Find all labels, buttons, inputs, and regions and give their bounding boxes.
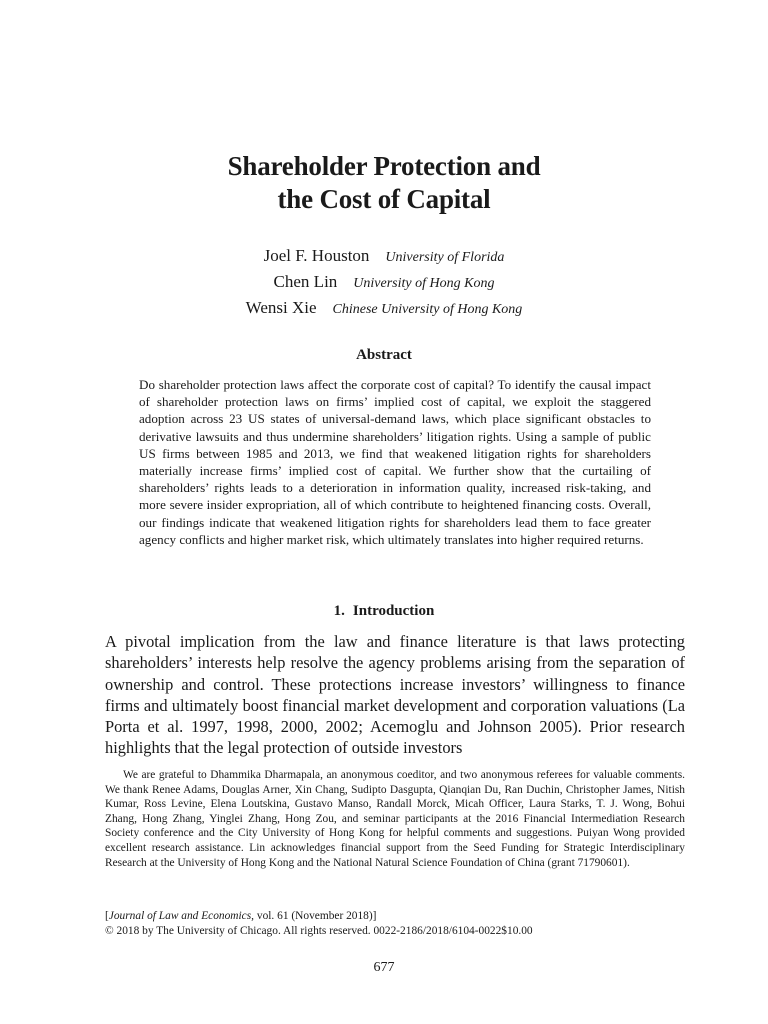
author-affiliation: University of Florida	[385, 250, 505, 265]
section-number: 1.	[333, 603, 345, 619]
citation-close-bracket: ]	[372, 910, 377, 922]
abstract-text: Do shareholder protection laws affect the corporate cost of capital? To identify the causal impact of shareholder protection laws on firms’ implied cost of capital, we exploit the staggered adoption across 23 US states of universal-demand laws, which place significant obstacles to derivative lawsuits and thus undermine shareholders’ litigation rights. Using a sample of public US firms between 1985 and 2013, we find that weakened litigation rights for shareholders materially increase firms’ implied cost of capital. We further show that the curtailing of shareholders’ rights leads to a deterioration in information quality, increased risk-taking, and more severe insider expropriation, all of which contribute to heightened financing costs. Overall, our findings indicate that weakened litigation rights for shareholders lead them to face greater agency conflicts and higher market risk, which ultimately translates into higher required returns.	[139, 377, 651, 547]
journal-name: Journal of Law and Economics,	[108, 910, 255, 922]
introduction-paragraph: A pivotal implication from the law and finance literature is that laws protecting shareholders’ interests help resolve the agency problems arising from the separation of ownership and control. These protections increase investors’ willingness to finance firms and ultimately boost financial market development and corporation valuations (La Porta et al. 1997, 1998, 2000, 2002; Acemoglu and Johnson 2005). Prior research highlights that the legal protection of outside investors	[105, 632, 685, 758]
acknowledgment-footnote: We are grateful to Dhammika Dharmapala, an anonymous coeditor, and two anonymous referees for valuable comments. We thank Renee Adams, Douglas Arner, Xin Chang, Sudipto Dasgupta, Qianqian Du, Ran Duchin, Christopher James, Nitish Kumar, Ross Levine, Elena Loutskina, Gustavo Manso, Randall Morck, Micah Officer, Laura Starks, T. J. Wong, Bohui Zhang, Hong Zhang, Yinglei Zhang, Hong Zou, and seminar participants at the 2016 Financial Intermediation Research Society conference and the City University of Hong Kong for helpful comments and suggestions. Puiyan Wong provided excellent research assistance. Lin acknowledges financial support from the Seed Funding for Strategic Interdisciplinary Research at the University of Hong Kong and the National Natural Science Foundation of China (grant 71790601).	[105, 769, 685, 869]
abstract-heading: Abstract	[356, 347, 412, 363]
citation-open-bracket: [	[105, 910, 109, 922]
section-heading	[0, 603, 768, 620]
copyright-notice: © 2018 by The University of Chicago. All rights reserved. 0022-2186/2018/6104-0022$10.00	[105, 924, 533, 937]
author-entry	[0, 270, 768, 296]
paper-title-line-2: the Cost of Capital	[277, 184, 491, 214]
author-affiliation: University of Hong Kong	[353, 276, 495, 291]
journal-info	[105, 909, 685, 938]
paper-title-line-1: Shareholder Protection and	[227, 151, 541, 181]
section-title: Introduction	[352, 603, 435, 619]
journal-details: vol. 61 (November 2018)	[254, 910, 373, 922]
author-name: Joel F. Houston	[263, 246, 370, 265]
author-list	[0, 244, 768, 322]
author-affiliation: Chinese University of Hong Kong	[332, 302, 523, 317]
journal-citation	[105, 909, 685, 924]
page-number: 677	[373, 960, 395, 975]
paper-title	[0, 150, 768, 216]
author-name: Wensi Xie	[245, 298, 317, 317]
author-name: Chen Lin	[273, 272, 338, 291]
author-entry	[0, 296, 768, 322]
author-entry	[0, 244, 768, 270]
